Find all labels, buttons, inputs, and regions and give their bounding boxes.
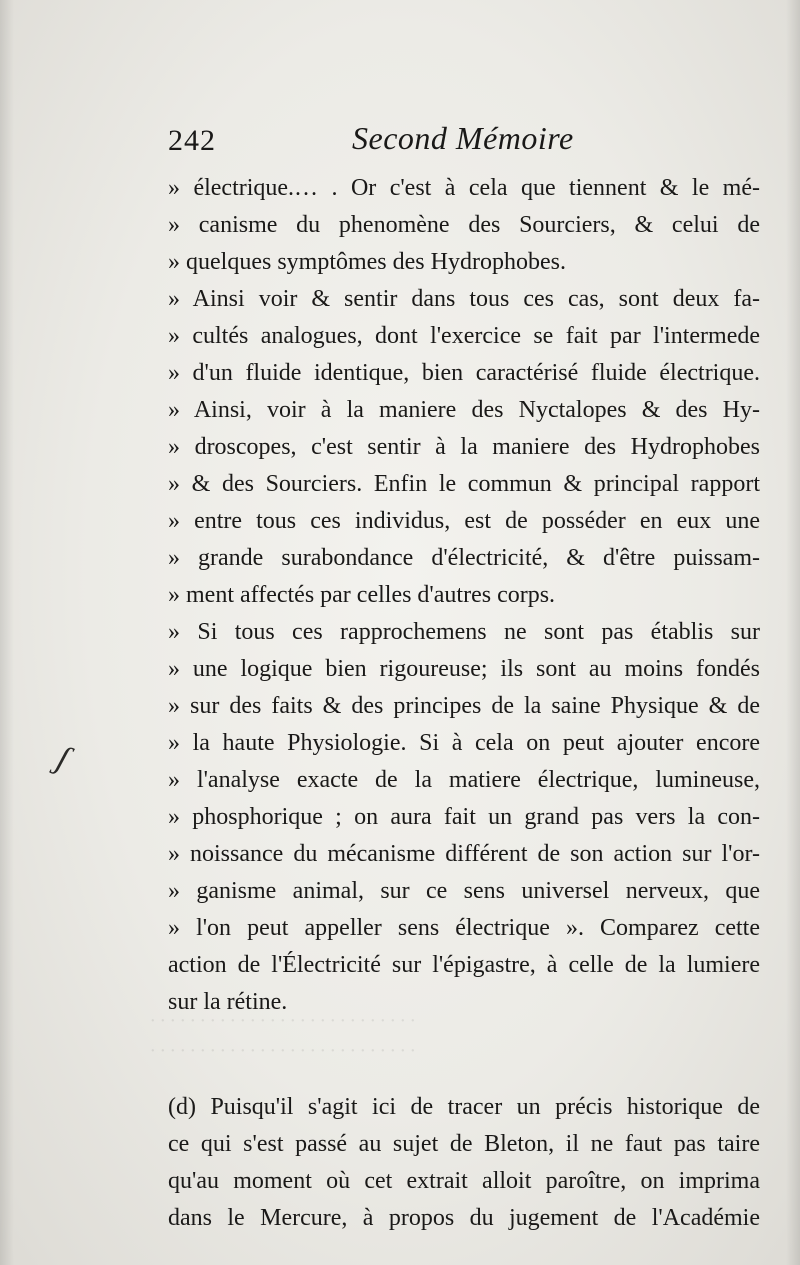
- text-line: sur la rétine.: [168, 989, 288, 1015]
- left-edge-shadow: [0, 0, 14, 1265]
- text-line: » & des Sourciers. Enfin le commun & principal rapport: [168, 471, 760, 497]
- text-line: » noissance du mécanisme différent de son action sur l'or-: [168, 841, 760, 867]
- text-line: » sur des faits & des principes de la saine Physique & de: [168, 693, 760, 719]
- margin-ink-mark: ʃ: [52, 739, 74, 778]
- paragraph-gap: [168, 1021, 760, 1089]
- text-line: » canisme du phenomène des Sourciers, & celui de: [168, 212, 760, 238]
- text-line: » Ainsi, voir à la maniere des Nyctalopes & des Hy-: [168, 397, 760, 423]
- text-line: » l'analyse exacte de la matiere électrique, lumineuse,: [168, 767, 760, 793]
- text-line: » ganisme animal, sur ce sens universel nerveux, que: [168, 878, 760, 904]
- text-line: action de l'Électricité sur l'épigastre, à celle de la lumiere: [168, 952, 760, 978]
- text-line: » entre tous ces individus, est de posséder en eux une: [168, 508, 760, 534]
- text-line: » Ainsi voir & sentir dans tous ces cas, sont deux fa-: [168, 286, 760, 312]
- page-header: [168, 120, 758, 164]
- text-line: » la haute Physiologie. Si à cela on peut ajouter encore: [168, 730, 760, 756]
- bleed-through-text: · · · · · · · · · · · · · · · · · · · · · · · · · · ·: [150, 1040, 415, 1062]
- footnote-line: qu'au moment où cet extrait alloit paroître, on imprima: [168, 1168, 760, 1194]
- text-line: » d'un fluide identique, bien caractérisé fluide électrique.: [168, 360, 760, 386]
- text-line: » phosphorique ; on aura fait un grand pas vers la con-: [168, 804, 760, 830]
- footnote-line: ce qui s'est passé au sujet de Bleton, il ne faut pas taire: [168, 1131, 760, 1157]
- text-line: » une logique bien rigoureuse; ils sont au moins fondés: [168, 656, 760, 682]
- text-line: » ment affectés par celles d'autres corps.: [168, 582, 556, 608]
- text-line: » droscopes, c'est sentir à la maniere des Hydrophobes: [168, 434, 760, 460]
- text-line: » cultés analogues, dont l'exercice se fait par l'intermede: [168, 323, 760, 349]
- footnote-line: dans le Mercure, à propos du jugement de l'Académie: [168, 1205, 760, 1231]
- running-head: Second Mémoire: [352, 120, 574, 156]
- text-line: » l'on peut appeller sens électrique ». Comparez cette: [168, 915, 760, 941]
- page-number: 242: [168, 124, 216, 157]
- text-line: » grande surabondance d'électricité, & d'être puissam-: [168, 545, 760, 571]
- text-line: » Si tous ces rapprochemens ne sont pas établis sur: [168, 619, 760, 645]
- text-line: » électrique.… . Or c'est à cela que tiennent & le mé-: [168, 175, 760, 201]
- text-line: » quelques symptômes des Hydrophobes.: [168, 249, 566, 275]
- footnote-line: (d) Puisqu'il s'agit ici de tracer un précis historique de: [168, 1094, 760, 1120]
- bleed-through-text: · · · · · · · · · · · · · · · · · · · · · · · · · · ·: [150, 1010, 415, 1032]
- right-edge-shadow: [786, 0, 800, 1265]
- main-text-block: [168, 170, 760, 1237]
